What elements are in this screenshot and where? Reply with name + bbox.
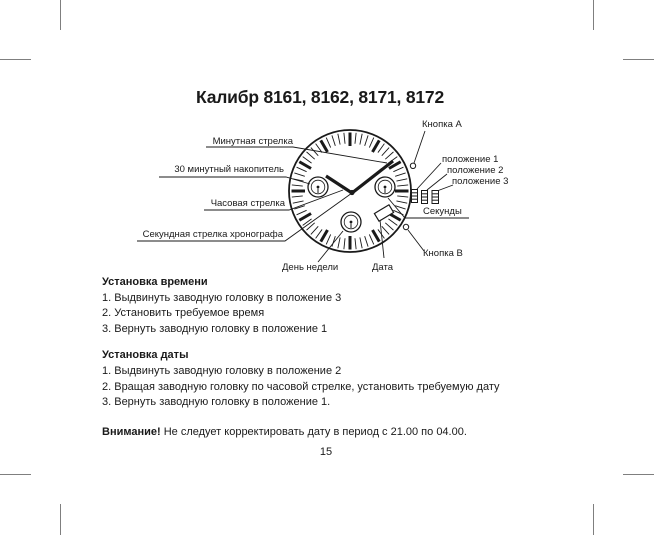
section-set-time bbox=[102, 275, 562, 337]
label-day-of-week: День недели bbox=[282, 262, 339, 273]
leader-position-2 bbox=[427, 174, 447, 190]
pusher-b bbox=[403, 224, 408, 229]
label-position-1: положение 1 bbox=[442, 154, 499, 165]
leader-position-3 bbox=[437, 185, 453, 191]
step: 2. Вращая заводную головку по часовой стрелке, установить требуемую дату bbox=[102, 380, 500, 393]
subdial-seconds bbox=[375, 177, 395, 197]
label-30min-counter: 30 минутный накопитель bbox=[174, 164, 284, 175]
label-button-b: Кнопка B bbox=[423, 248, 463, 259]
crown-position-2 bbox=[422, 191, 428, 204]
center-pinion bbox=[349, 190, 354, 195]
crown-position-3 bbox=[432, 191, 439, 204]
step: 3. Вернуть заводную головку в положение 1. bbox=[102, 396, 331, 409]
step: 1. Выдвинуть заводную головку в положение 3 bbox=[102, 291, 342, 304]
subdial-30min-counter bbox=[308, 177, 328, 197]
label-button-a: Кнопка A bbox=[422, 119, 462, 130]
leader-position-1 bbox=[417, 163, 441, 189]
warning-note bbox=[102, 425, 562, 441]
page-number: 15 bbox=[319, 446, 333, 458]
warning-label: Внимание! bbox=[102, 425, 161, 438]
crown-position-1 bbox=[412, 190, 418, 203]
step: 3. Вернуть заводную головку в положение 1 bbox=[102, 322, 328, 335]
label-position-3: положение 3 bbox=[452, 176, 509, 187]
subdial-day-of-week bbox=[341, 212, 361, 232]
section-heading: Установка времени bbox=[102, 276, 208, 288]
label-position-2: положение 2 bbox=[447, 165, 504, 176]
label-hour-hand: Часовая стрелка bbox=[210, 198, 285, 209]
step: 1. Выдвинуть заводную головку в положение 2 bbox=[102, 364, 342, 377]
section-set-date bbox=[102, 348, 562, 410]
leader-30min-counter bbox=[159, 177, 310, 184]
label-date: Дата bbox=[372, 262, 394, 273]
leader-button-a bbox=[414, 131, 425, 163]
step: 2. Установить требуемое время bbox=[102, 307, 265, 320]
label-seconds: Секунды bbox=[423, 206, 462, 217]
warning-text: Не следует корректировать дату в период с 21.00 по 04.00. bbox=[160, 425, 467, 438]
instructions bbox=[102, 275, 562, 440]
label-chrono-second-hand: Секундная стрелка хронографа bbox=[142, 229, 283, 240]
page-title: Калибр 8161, 8162, 8171, 8172 bbox=[196, 87, 444, 107]
section-heading: Установка даты bbox=[102, 349, 189, 362]
label-minute-hand: Минутная стрелка bbox=[212, 136, 293, 147]
pusher-a bbox=[410, 163, 415, 168]
leader-button-b bbox=[408, 230, 424, 251]
